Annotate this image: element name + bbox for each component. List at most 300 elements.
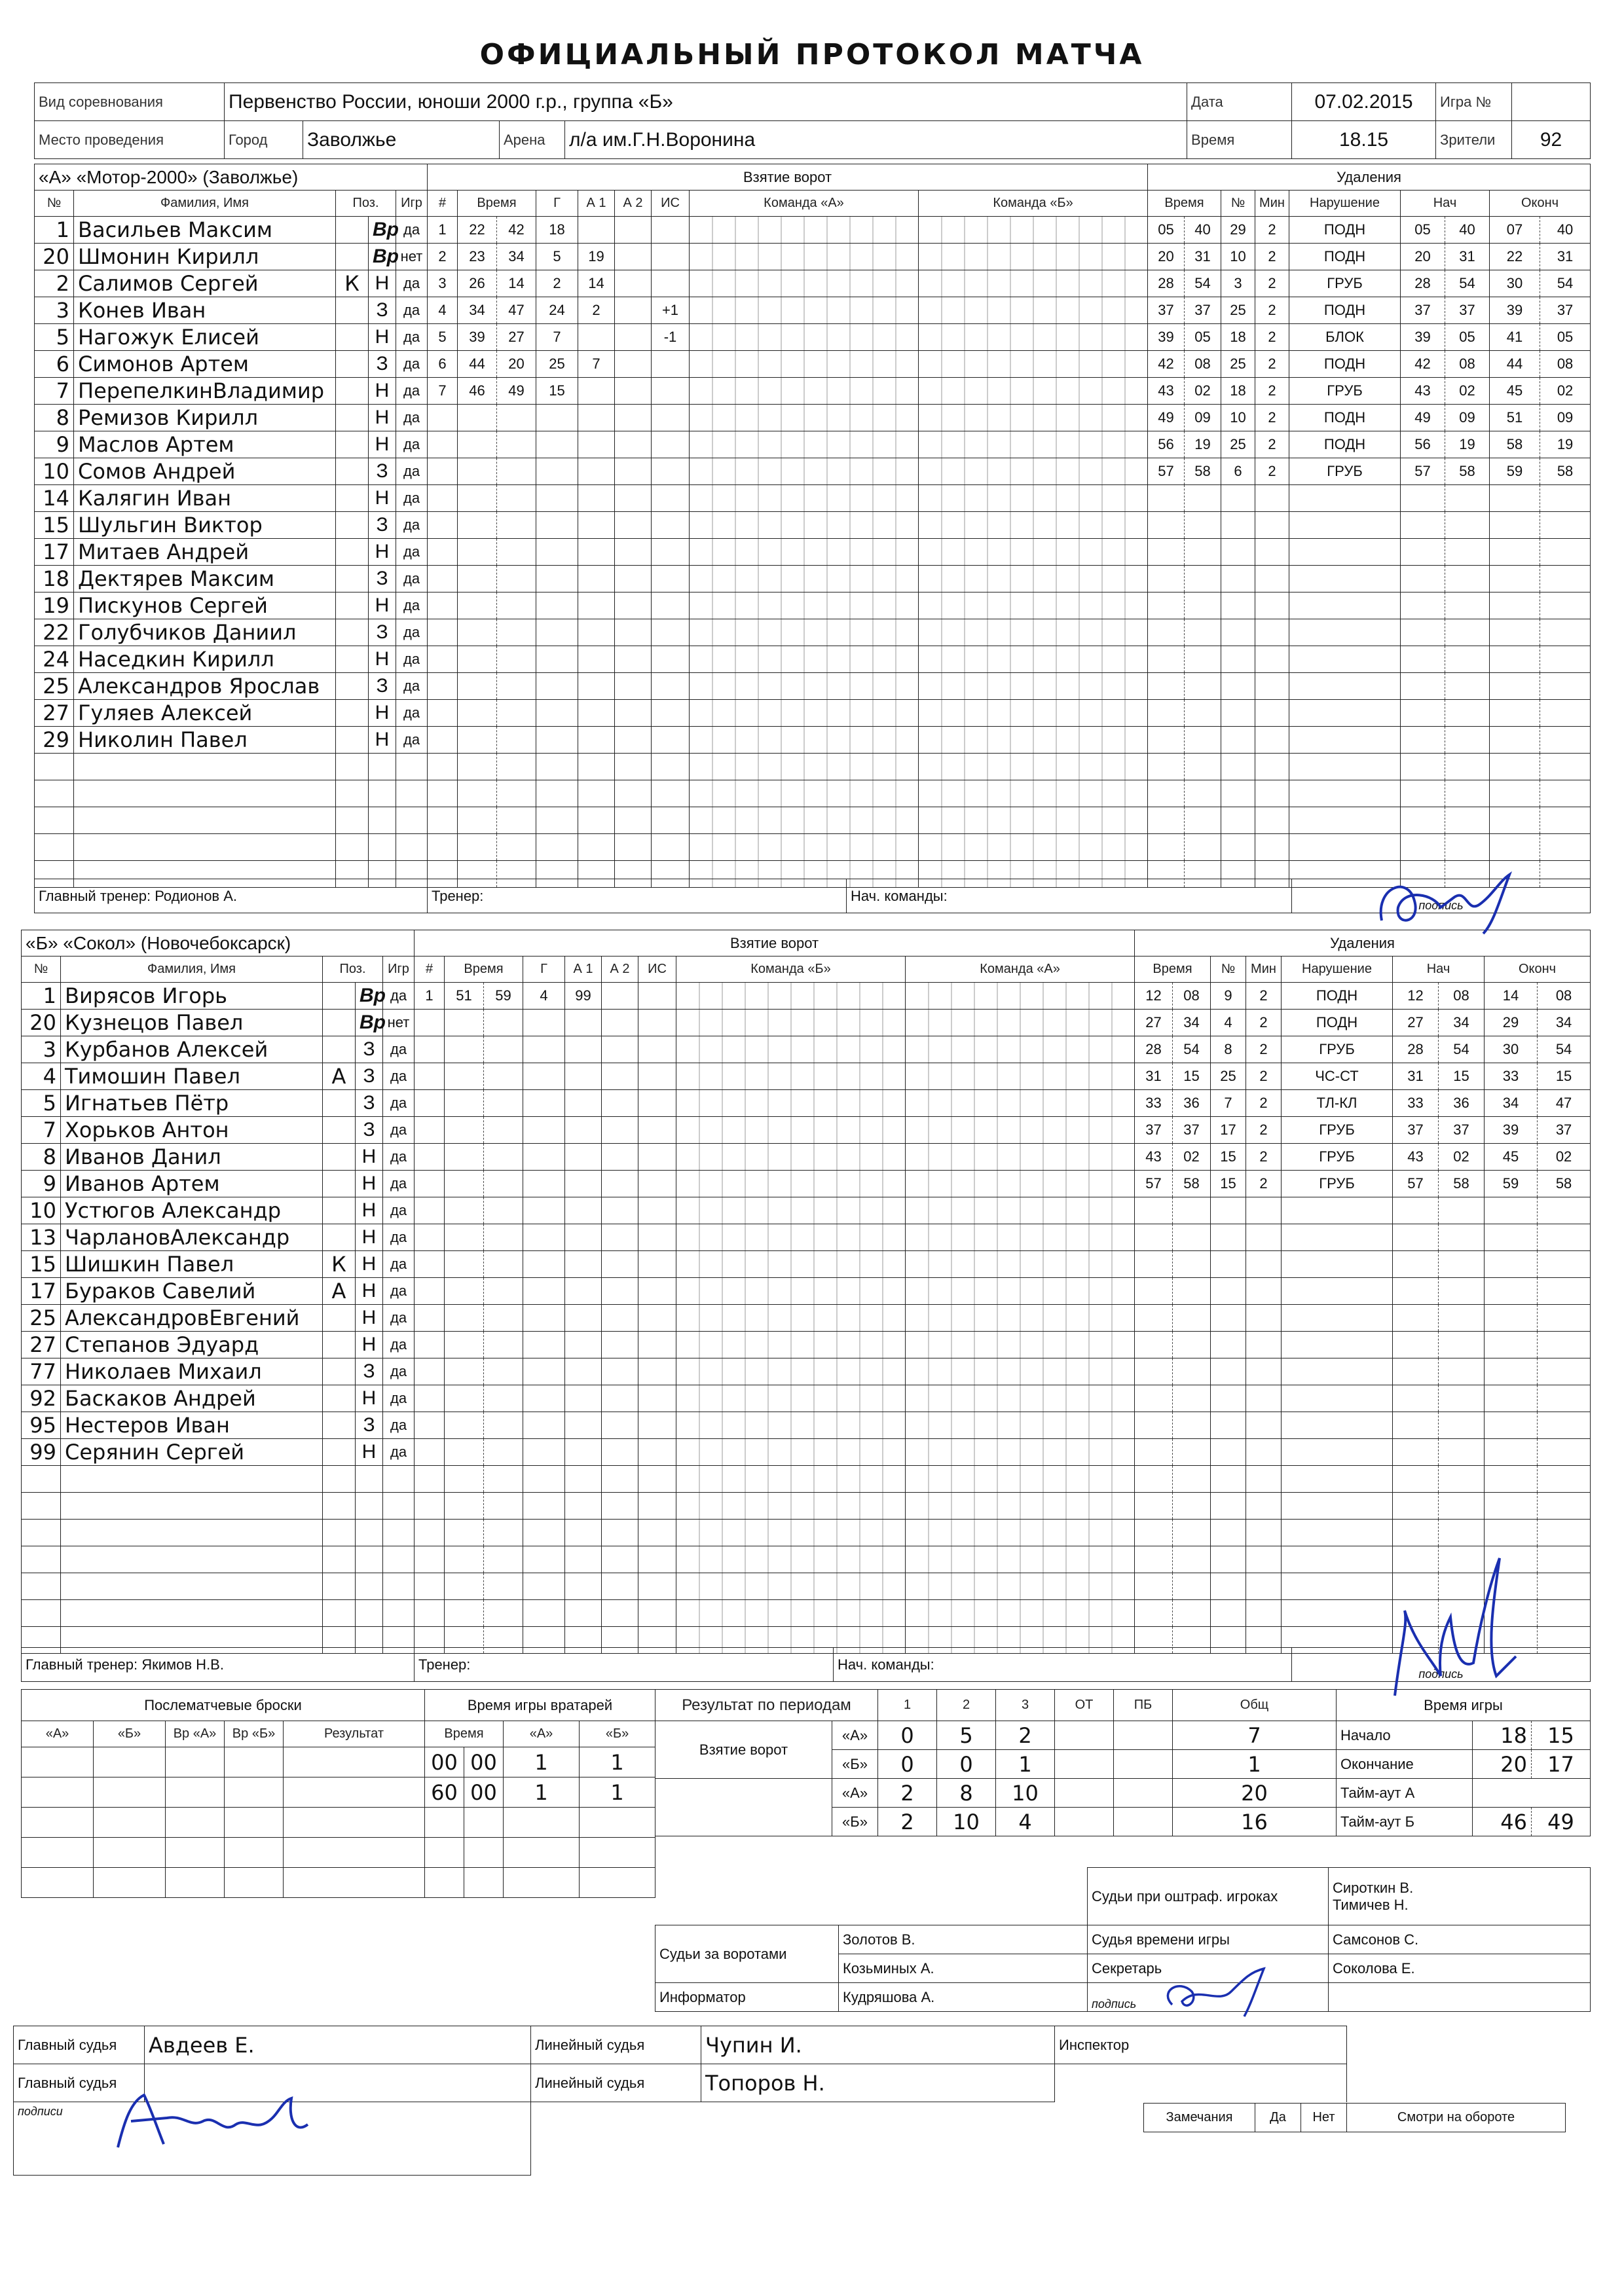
pen-min: [1135, 1600, 1173, 1627]
goal-sec: 49: [497, 378, 536, 405]
pen-start-sec: 36: [1439, 1090, 1485, 1117]
pen-minutes: 2: [1255, 458, 1289, 485]
goal-min: [445, 1010, 484, 1036]
end-minute: 17: [1532, 1750, 1591, 1779]
goal-col-scorer: Г: [523, 957, 565, 983]
goal-row: [415, 1600, 1135, 1627]
pen-end-min: [1485, 1224, 1538, 1251]
goal-row: [428, 244, 1148, 270]
document-title: ОФИЦИАЛЬНЫЙ ПРОТОКОЛ МАТЧА: [479, 38, 1145, 71]
pen-start-min: [1393, 1278, 1439, 1305]
pen-player: [1211, 1546, 1246, 1573]
goal-sheet-cell: [690, 405, 919, 431]
goal-row: [428, 378, 1148, 405]
penalty-row: [1148, 431, 1591, 458]
pen-start-sec: [1445, 780, 1490, 807]
goal-a1: [578, 727, 615, 754]
goal-min: [445, 1412, 484, 1439]
goal-min: [458, 619, 497, 646]
inspector-label: Инспектор: [1055, 2026, 1347, 2064]
player-ka: [336, 780, 369, 807]
goal-sec: [497, 566, 536, 592]
pen-type: [1289, 539, 1401, 566]
goal-scorer: 24: [536, 297, 578, 324]
goal-sec: [497, 780, 536, 807]
goal-a1: [565, 1600, 602, 1627]
player-row: [22, 1412, 415, 1439]
penalty-row: [1148, 700, 1591, 727]
goal-is: [638, 1117, 676, 1144]
player-name: Гуляев Алексей: [74, 700, 336, 727]
pen-end-sec: [1540, 512, 1591, 539]
goals-b-p3: 1: [996, 1750, 1055, 1779]
player-ka: [336, 458, 369, 485]
pen-end-sec: [1540, 566, 1591, 592]
player-name: ЧарлановАлександр: [61, 1224, 323, 1251]
pen-end-min: [1490, 834, 1540, 861]
goal-is: [652, 754, 690, 780]
goal-sec: [497, 834, 536, 861]
goal-col-scorer: Г: [536, 191, 578, 217]
player-number: 4: [22, 1063, 61, 1090]
pen-b-p2: 10: [937, 1808, 996, 1836]
goal-a2: [615, 270, 652, 297]
chief-ref-label: Главный судья: [14, 2064, 145, 2102]
row-team-a: «А»: [832, 1721, 878, 1750]
goal-scorer: [523, 1278, 565, 1305]
goal-scorer: [536, 485, 578, 512]
goal-is: [652, 646, 690, 673]
player-row: [22, 1197, 415, 1224]
goal-idx: [415, 1493, 445, 1520]
goal-a1: [578, 619, 615, 646]
pen-minutes: 2: [1246, 1010, 1282, 1036]
pen-min: 28: [1135, 1036, 1173, 1063]
goal-a2: [602, 1439, 638, 1466]
col-number: №: [35, 191, 74, 217]
goal-col-a2: А 2: [602, 957, 638, 983]
pen-end-min: [1485, 1251, 1538, 1278]
city-label: Город: [225, 121, 303, 159]
goal-row: [428, 405, 1148, 431]
pen-start-min: 12: [1393, 983, 1439, 1010]
pen-sec: [1185, 646, 1221, 673]
pen-type: [1282, 1251, 1393, 1278]
goal-scorer: [536, 458, 578, 485]
player-ka: [323, 1573, 356, 1600]
pen-end-sec: [1540, 700, 1591, 727]
secretary-value: Соколова Е.: [1329, 1954, 1591, 1983]
pen-minutes: [1246, 1412, 1282, 1439]
goal-idx: [415, 1117, 445, 1144]
player-row: [35, 297, 428, 324]
player-row: [22, 1439, 415, 1466]
player-number: 7: [22, 1117, 61, 1144]
pen-end-sec: [1538, 1332, 1591, 1358]
pen-end-min: [1490, 485, 1540, 512]
team-a-penalties: [1147, 164, 1591, 888]
player-ka: [323, 1197, 356, 1224]
goal-is: [652, 673, 690, 700]
goal-min: 23: [458, 244, 497, 270]
pen-sec: 58: [1173, 1171, 1211, 1197]
player-played: да: [396, 592, 428, 619]
player-played: да: [396, 378, 428, 405]
pen-player: 17: [1211, 1117, 1246, 1144]
pen-start-min: [1401, 566, 1445, 592]
penalty-row: [1148, 351, 1591, 378]
player-number: 8: [35, 405, 74, 431]
goal-scorer: [523, 1546, 565, 1573]
goal-scorer: [523, 1600, 565, 1627]
penalty-row: [1135, 1197, 1591, 1224]
pen-min: [1135, 1385, 1173, 1412]
goal-is: [638, 1036, 676, 1063]
player-name: Баскаков Андрей: [61, 1385, 323, 1412]
player-number: 77: [22, 1358, 61, 1385]
player-played: нет: [383, 1010, 415, 1036]
pen-start-sec: [1445, 673, 1490, 700]
pen-end-sec: [1538, 1278, 1591, 1305]
goals-a-total: 7: [1173, 1721, 1337, 1750]
player-played: да: [383, 1412, 415, 1439]
goal-min: [458, 700, 497, 727]
pen-sec: [1173, 1278, 1211, 1305]
player-position: Н: [356, 1385, 383, 1412]
secretary-label: Секретарь: [1088, 1954, 1329, 1983]
pen-start-min: [1401, 727, 1445, 754]
goal-a2: [615, 807, 652, 834]
player-position: Вр: [356, 983, 383, 1010]
goal-sheet-cell: [919, 539, 1148, 566]
pen-start-min: [1401, 673, 1445, 700]
player-number: 14: [35, 485, 74, 512]
pen-minutes: 2: [1246, 1063, 1282, 1090]
player-ka: [336, 646, 369, 673]
goal-a1: [565, 1520, 602, 1546]
goal-a2: [615, 378, 652, 405]
goal-row: [428, 754, 1148, 780]
pen-col-time: Время: [1135, 957, 1211, 983]
pen-end-sec: [1538, 1466, 1591, 1493]
pen-player: [1221, 834, 1255, 861]
pen-sec: [1185, 539, 1221, 566]
player-position: З: [369, 297, 396, 324]
player-row: [35, 539, 428, 566]
pen-player: [1211, 1385, 1246, 1412]
gk-time-sec: 00: [464, 1747, 504, 1777]
goal-min: [458, 458, 497, 485]
goal-is: [652, 807, 690, 834]
goal-min: [458, 780, 497, 807]
pen-start-min: 37: [1401, 297, 1445, 324]
penalty-row: [1148, 485, 1591, 512]
pen-min: [1135, 1466, 1173, 1493]
pen-col-end: Оконч: [1485, 957, 1591, 983]
player-number: 9: [22, 1171, 61, 1197]
pen-minutes: 2: [1255, 324, 1289, 351]
player-position: З: [356, 1063, 383, 1090]
goal-row: [415, 1466, 1135, 1493]
pen-end-min: 45: [1490, 378, 1540, 405]
player-played: [383, 1520, 415, 1546]
pen-end-sec: 37: [1538, 1117, 1591, 1144]
team-b-signature: [1375, 1545, 1539, 1709]
pen-end-sec: [1540, 485, 1591, 512]
goal-sec: [484, 1144, 523, 1171]
goal-a2: [602, 1385, 638, 1412]
pen-player: [1221, 512, 1255, 539]
pen-end-min: [1485, 1493, 1538, 1520]
goal-idx: [415, 1573, 445, 1600]
player-ka: [336, 754, 369, 780]
goal-min: [445, 1439, 484, 1466]
player-name: ПерепелкинВладимир: [74, 378, 336, 405]
goal-sec: 20: [497, 351, 536, 378]
pen-start-min: 57: [1401, 458, 1445, 485]
player-row: [22, 1224, 415, 1251]
linesman-label: Линейный судья: [531, 2026, 701, 2064]
pen-type: ПОДН: [1282, 1010, 1393, 1036]
player-row: [35, 592, 428, 619]
goal-sec: [497, 754, 536, 780]
goal-row: [415, 1358, 1135, 1385]
goal-sec: 14: [497, 270, 536, 297]
goal-a2: [602, 1117, 638, 1144]
pen-start-min: [1401, 700, 1445, 727]
pen-end-sec: [1540, 592, 1591, 619]
game-number-value: [1512, 83, 1591, 121]
pen-minutes: [1255, 673, 1289, 700]
goal-idx: [415, 1144, 445, 1171]
pen-sec: [1173, 1385, 1211, 1412]
pen-minutes: 2: [1255, 431, 1289, 458]
goal-scorer: [523, 1090, 565, 1117]
goal-row: [428, 780, 1148, 807]
pen-minutes: [1255, 512, 1289, 539]
goal-row: [415, 1546, 1135, 1573]
pen-type: ЧС-СТ: [1282, 1063, 1393, 1090]
player-position: [356, 1493, 383, 1520]
pen-sec: [1185, 566, 1221, 592]
goal-a1: [565, 1144, 602, 1171]
pen-type: ПОДН: [1289, 297, 1401, 324]
goal-row: [415, 1439, 1135, 1466]
pen-sec: 19: [1185, 431, 1221, 458]
player-name: Хорьков Антон: [61, 1117, 323, 1144]
pen-player: [1211, 1358, 1246, 1385]
player-position: З: [369, 619, 396, 646]
pen-player: [1221, 727, 1255, 754]
pen-start-sec: [1439, 1278, 1485, 1305]
goal-scorer: [536, 673, 578, 700]
goal-a2: [602, 1600, 638, 1627]
player-name: [61, 1600, 323, 1627]
pen-start-min: [1401, 807, 1445, 834]
pen-min: 20: [1148, 244, 1185, 270]
goal-idx: [415, 1520, 445, 1546]
goal-a2: [602, 1358, 638, 1385]
match-header: [34, 82, 1591, 159]
player-number: 17: [35, 539, 74, 566]
goal-scorer: [523, 1439, 565, 1466]
goal-a1: 14: [578, 270, 615, 297]
pen-player: 6: [1221, 458, 1255, 485]
pen-end-sec: [1538, 1197, 1591, 1224]
penalty-row: [1135, 1358, 1591, 1385]
goal-min: [445, 1573, 484, 1600]
goal-sec: [497, 592, 536, 619]
player-name: Салимов Сергей: [74, 270, 336, 297]
player-ka: [323, 1466, 356, 1493]
pen-player: 3: [1221, 270, 1255, 297]
pen-type: ПОДН: [1289, 405, 1401, 431]
goal-sheet-cell: [690, 834, 919, 861]
goal-is: [652, 727, 690, 754]
player-number: 27: [35, 700, 74, 727]
start-minute: 15: [1532, 1721, 1591, 1750]
goal-sheet-cell: [906, 1036, 1135, 1063]
pen-type: ГРУБ: [1289, 378, 1401, 405]
goal-is: [652, 619, 690, 646]
goal-is: [652, 405, 690, 431]
pen-sec: 37: [1185, 297, 1221, 324]
goal-a1: [565, 1197, 602, 1224]
pen-player: [1221, 646, 1255, 673]
pen-col-num: №: [1211, 957, 1246, 983]
pen-type: [1282, 1439, 1393, 1466]
goal-row: [428, 619, 1148, 646]
goal-row: [415, 1493, 1135, 1520]
goal-a1: [578, 217, 615, 244]
pen-sec: [1173, 1520, 1211, 1546]
goal-a1: [578, 673, 615, 700]
goal-idx: [428, 619, 458, 646]
pen-end-sec: 54: [1540, 270, 1591, 297]
pen-start-sec: 37: [1439, 1117, 1485, 1144]
goal-row: [415, 1171, 1135, 1197]
goal-min: 34: [458, 297, 497, 324]
goal-a2: [615, 619, 652, 646]
penalty-row: [1148, 807, 1591, 834]
goal-a2: [602, 1332, 638, 1358]
pen-player: [1221, 592, 1255, 619]
goal-sheet-cell: [919, 297, 1148, 324]
pen-type: [1289, 727, 1401, 754]
goal-sec: [484, 1090, 523, 1117]
pen-min: 27: [1135, 1010, 1173, 1036]
start-hour: 18: [1473, 1721, 1532, 1750]
row-team-a: «А»: [832, 1779, 878, 1808]
goal-is: [638, 1573, 676, 1600]
player-ka: [323, 983, 356, 1010]
pen-sec: [1185, 727, 1221, 754]
goal-is: [652, 378, 690, 405]
period-col-total: Общ: [1173, 1690, 1337, 1721]
player-played: да: [396, 351, 428, 378]
goal-min: [445, 1063, 484, 1090]
pen-minutes: [1255, 485, 1289, 512]
pen-start-min: 27: [1393, 1010, 1439, 1036]
pen-type: ГРУБ: [1289, 270, 1401, 297]
goal-is: [652, 700, 690, 727]
pen-type: [1282, 1412, 1393, 1439]
pen-min: [1148, 807, 1185, 834]
goal-row: [428, 324, 1148, 351]
period-col-1: 1: [878, 1690, 937, 1721]
pen-start-min: 37: [1393, 1117, 1439, 1144]
player-number: 92: [22, 1385, 61, 1412]
pen-min: [1135, 1251, 1173, 1278]
player-row: [35, 566, 428, 592]
player-position: [356, 1600, 383, 1627]
player-played: [383, 1573, 415, 1600]
pen-player: 10: [1221, 244, 1255, 270]
goal-idx: [428, 646, 458, 673]
pen-min: [1135, 1493, 1173, 1520]
goal-min: 44: [458, 351, 497, 378]
secretary-signature: [1153, 1965, 1283, 2018]
pen-end-min: 39: [1485, 1117, 1538, 1144]
goal-scorer: [523, 1117, 565, 1144]
goal-idx: [415, 1224, 445, 1251]
player-row: [22, 1117, 415, 1144]
goal-sheet-cell: [690, 324, 919, 351]
sign-label: подпись: [1088, 1983, 1329, 2012]
player-row: [35, 270, 428, 297]
pen-type: ГРУБ: [1282, 1036, 1393, 1063]
pen-start-sec: 58: [1439, 1171, 1485, 1197]
goal-sheet-cell: [906, 1412, 1135, 1439]
pen-end-sec: 09: [1540, 405, 1591, 431]
player-position: Н: [356, 1305, 383, 1332]
pen-sec: 58: [1185, 458, 1221, 485]
goal-scorer: 4: [523, 983, 565, 1010]
goal-min: [458, 807, 497, 834]
goal-is: [652, 217, 690, 244]
pen-end-min: [1490, 807, 1540, 834]
spectators-label: Зрители: [1436, 121, 1512, 159]
pen-start-min: [1401, 485, 1445, 512]
goal-sec: [484, 1224, 523, 1251]
pen-start-min: [1401, 512, 1445, 539]
goal-scorer: [523, 1332, 565, 1358]
head-coach-label: Главный тренер:: [26, 1656, 138, 1673]
goal-a2: [602, 1171, 638, 1197]
pen-start-sec: [1439, 1412, 1485, 1439]
goal-is: [638, 1010, 676, 1036]
goal-idx: [415, 1600, 445, 1627]
goal-sec: [484, 1466, 523, 1493]
pen-type: [1289, 512, 1401, 539]
team-a-signature: [1369, 862, 1526, 940]
player-row: [22, 1010, 415, 1036]
player-number: 29: [35, 727, 74, 754]
col-name: Фамилия, Имя: [61, 957, 323, 983]
head-coach-label: Главный тренер:: [39, 887, 151, 904]
goal-sec: [484, 1171, 523, 1197]
player-ka: [336, 485, 369, 512]
pen-start-sec: [1439, 1493, 1485, 1520]
goal-row: [415, 1197, 1135, 1224]
goal-idx: 6: [428, 351, 458, 378]
pen-min: [1148, 780, 1185, 807]
pen-sec: 31: [1185, 244, 1221, 270]
player-row: [22, 1278, 415, 1305]
player-ka: [323, 1546, 356, 1573]
goal-a2: [615, 244, 652, 270]
goal-sheet-cell: [690, 217, 919, 244]
